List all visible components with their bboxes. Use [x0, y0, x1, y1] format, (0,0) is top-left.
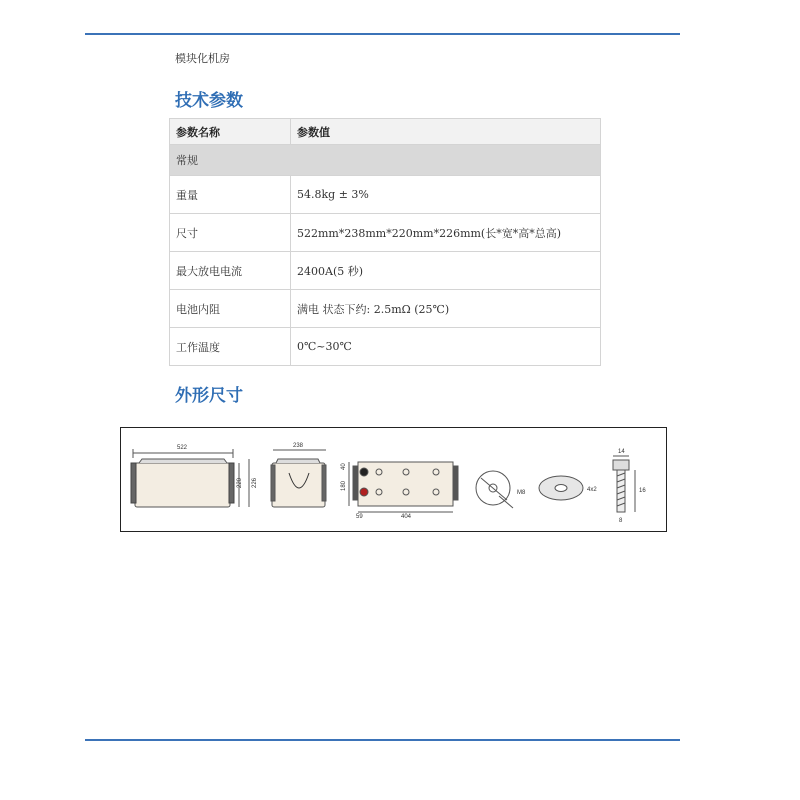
footer-rule	[85, 739, 680, 741]
table-row	[170, 328, 601, 366]
param-value: 满电 状态下约: 2.5mΩ (25℃)	[291, 290, 601, 328]
washer-label: 4x2	[587, 487, 597, 493]
terminal-icon	[476, 471, 513, 508]
front-view	[131, 449, 249, 507]
table-row	[170, 214, 601, 252]
table-header-row	[170, 119, 601, 145]
dimension-drawing	[120, 427, 667, 532]
param-value: 2400A(5 秒)	[291, 252, 601, 290]
top-view	[349, 462, 458, 512]
param-name: 电池内阻	[170, 290, 291, 328]
column-header-name: 参数名称	[170, 119, 291, 145]
dim-top-h1-label: 40	[341, 463, 347, 470]
param-name: 工作温度	[170, 328, 291, 366]
table-category-row	[170, 145, 601, 176]
bolt-top-label: 14	[618, 449, 625, 455]
dim-height-label: 220	[237, 477, 243, 488]
bolt-length-label: 16	[639, 488, 646, 494]
washer-icon	[539, 476, 583, 500]
dim-top-x1-label: 59	[356, 514, 363, 520]
param-name: 重量	[170, 176, 291, 214]
params-table	[169, 118, 601, 366]
param-name: 尺寸	[170, 214, 291, 252]
table-row	[170, 252, 601, 290]
dim-length-label: 522	[177, 445, 188, 451]
dim-total-height-label: 226	[252, 477, 258, 488]
section-title-dimensions: 外形尺寸	[175, 386, 243, 406]
category-label: 常规	[170, 145, 601, 176]
side-view	[271, 450, 326, 507]
param-value: 522mm*238mm*220mm*226mm(长*宽*高*总高)	[291, 214, 601, 252]
header-title: 模块化机房	[175, 52, 230, 65]
terminal-label: M8	[517, 490, 526, 496]
param-name: 最大放电电流	[170, 252, 291, 290]
table-row	[170, 176, 601, 214]
param-value: 0℃~30℃	[291, 328, 601, 366]
table-row	[170, 290, 601, 328]
dim-top-x2-label: 404	[401, 514, 412, 520]
bolt-dia-label: 8	[619, 518, 623, 524]
dim-top-h2-label: 180	[341, 480, 347, 491]
section-title-tech-params: 技术参数	[175, 91, 243, 111]
bolt-icon	[613, 456, 635, 512]
dim-width-label: 238	[293, 443, 304, 449]
column-header-value: 参数值	[291, 119, 601, 145]
header-rule	[85, 33, 680, 35]
param-value: 54.8kg ± 3%	[291, 176, 601, 214]
